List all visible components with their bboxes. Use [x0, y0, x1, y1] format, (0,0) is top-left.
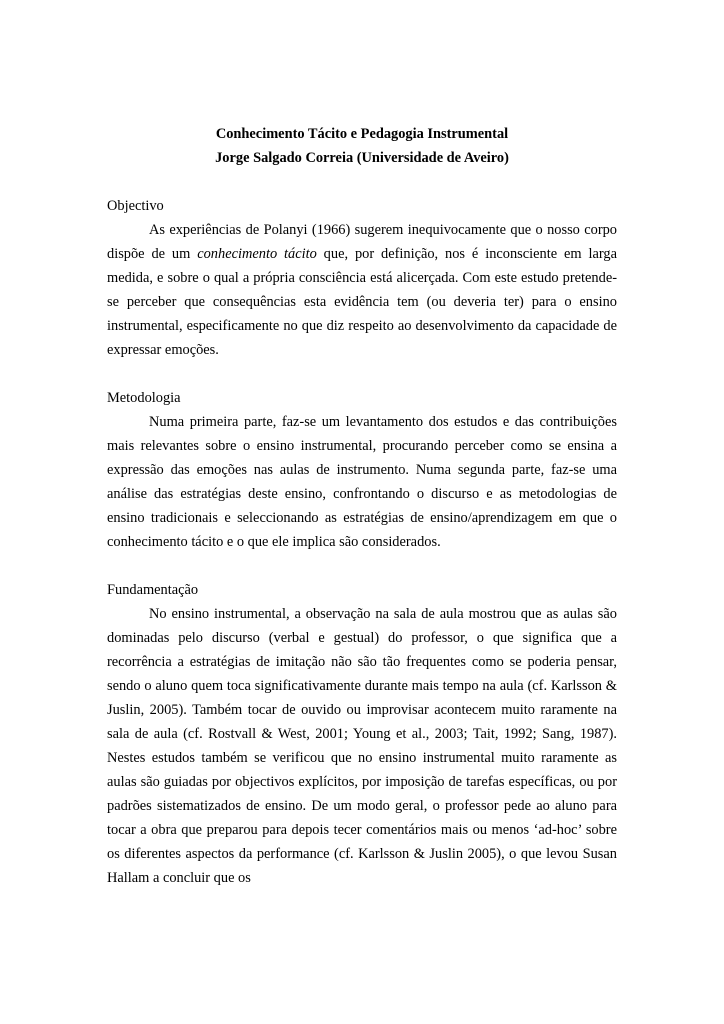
- document-author: Jorge Salgado Correia (Universidade de Aveiro): [215, 150, 509, 166]
- section-paragraph-metodologia: Numa primeira parte, faz-se um levantamento dos estudos e das contribuições mais relevantes sobre o ensino instrumental, procurando perceber como se ensina a expressão das emoções nas aulas de instrumento. Numa segunda parte, faz-se uma análise das estratégias deste ensino, confrontando o discurso e as metodologias de ensino tradicionais e seleccionando as estratégias de ensino/aprendizagem em que o conhecimento tácito e o que ele implica são considerados.: [107, 414, 617, 550]
- document-title: Conhecimento Tácito e Pedagogia Instrumental: [215, 126, 509, 142]
- section-paragraph-objectivo: [107, 218, 617, 362]
- section-heading-fundamentacao: Fundamentação: [107, 582, 199, 598]
- section-heading-objectivo: Objectivo: [107, 198, 164, 214]
- section-heading-metodologia: Metodologia: [107, 390, 181, 406]
- paragraph-text: As experiências de Polanyi (1966) sugerem inequivocamente que o nosso corpo dispõe de um: [107, 222, 617, 262]
- paragraph-italic-term: conhecimento tácito: [197, 246, 317, 262]
- section-paragraph-fundamentacao: No ensino instrumental, a observação na sala de aula mostrou que as aulas são dominadas pelo discurso (verbal e gestual) do professor, o que significa que a recorrência a estratégias de imitação não são tão frequentes como se poderia pensar, sendo o aluno quem toca significativamente durante mais tempo na aula (cf. Karlsson & Juslin, 2005). Também tocar de ouvido ou improvisar acontecem muito raramente na sala de aula (cf. Rostvall & West, 2001; Young et al., 2003; Tait, 1992; Sang, 1987). Nestes estudos também se verificou que no ensino instrumental muito raramente as aulas são guiadas por objectivos explícitos, por imposição de tarefas específicas, ou por padrões sistematizados de ensino. De um modo geral, o professor pede ao aluno para tocar a obra que preparou para depois tecer comentários mais ou menos ‘ad-hoc’ sobre os diferentes aspectos da performance (cf. Karlsson & Juslin 2005), o que levou Susan Hallam a concluir que os: [107, 606, 617, 886]
- document-page: [107, 122, 617, 890]
- paragraph-text: que, por definição, nos é inconsciente em larga medida, e sobre o qual a própria consciência está alicerçada. Com este estudo pretende-se perceber que consequências esta evidência tem (ou deveria ter) para o ensino instrumental, especificamente no que diz respeito ao desenvolvimento da capacidade de expressar emoções.: [107, 246, 617, 358]
